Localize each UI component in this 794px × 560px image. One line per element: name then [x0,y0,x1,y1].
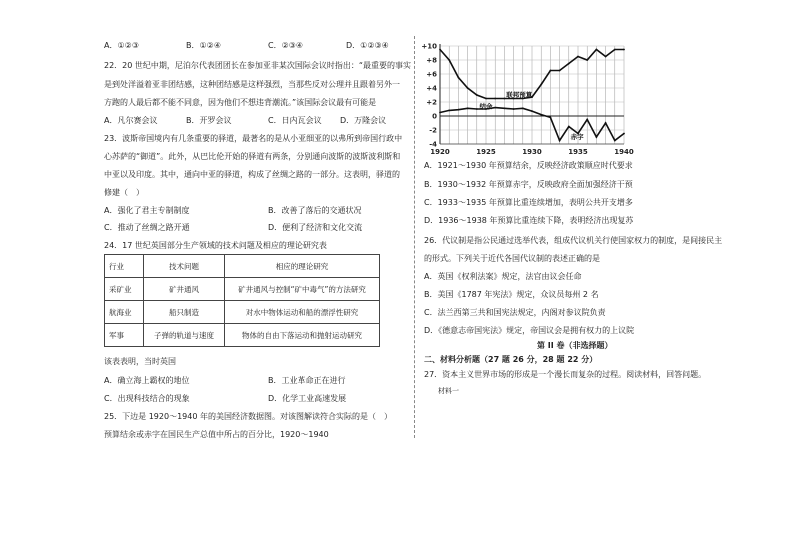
q26-line-1: 26．代议制是指公民通过选举代表，组成代议机关行使国家权力的制度，是间接民主 [424,236,723,245]
x-tick-labels [430,148,634,156]
q26-option-d: D．《德意志帝国宪法》规定，帝国议会是拥有权力的上议院 [424,326,635,335]
data-point [623,133,625,135]
q23-line-4: 修建（ ） [104,188,144,197]
data-point [448,110,450,112]
data-point [485,98,487,100]
q24-option-d: D．化学工业高速发展 [268,394,347,403]
y-tick-label: +8 [426,56,437,65]
data-point [596,49,598,51]
table-cell: 船只制造 [144,301,225,324]
section-2-title: 二、材料分析题（27 题 26 分，28 题 22 分） [424,355,598,364]
q23-option-a: A．强化了君主专制制度 [104,206,190,215]
q21-option-d: D．①②③④ [346,41,389,50]
data-point [577,56,579,58]
table-cell: 军事 [105,324,144,347]
q26-line-2: 的形式。下列关于近代各国代议制的表述正确的是 [424,254,600,263]
data-point [586,119,588,121]
data-point [559,70,561,72]
y-tick-label: +10 [421,42,437,51]
x-tick-label: 1940 [614,148,634,156]
data-point [540,114,542,116]
data-point [605,56,607,58]
y-tick-label: -2 [429,126,437,135]
x-tick-label: 1925 [476,148,496,156]
y-tick-label: 0 [432,112,437,121]
data-point [568,126,570,128]
data-point [476,94,478,96]
q21-option-b: B．①②④ [186,41,222,50]
data-point [568,63,570,65]
q23-line-2: 心苏萨的“御道”。此外，从巴比伦开始的驿道有两条，分别通向波斯的波斯波利斯和 [104,152,401,161]
data-point [513,108,515,110]
budget-chart [418,40,634,158]
data-point [623,49,625,51]
data-point [494,98,496,100]
data-point [559,140,561,142]
data-point [614,140,616,142]
table-row [105,278,380,301]
q24-option-c: C．出现科技结合的现象 [104,394,190,403]
table-cell: 子弹的轨道与速度 [144,324,225,347]
data-point [550,117,552,119]
q22-line-1: 22．20 世纪中期，尼泊尔代表团团长在参加亚非某次国际会议时指出：“最重要的事实 [104,61,412,70]
data-point [458,109,460,111]
y-tick-label: +2 [426,98,437,107]
data-point [467,107,469,109]
data-point [439,112,441,114]
data-point [504,107,506,109]
y-tick-label: -4 [429,140,437,149]
table-cell: 对水中物体运动和船的漂浮性研究 [225,301,380,324]
q25-line-2: 预算结余或赤字在国民生产总值中所占的百分比，1920～1940 [104,430,329,439]
data-point [586,59,588,61]
x-tick-label: 1930 [522,148,542,156]
q25-option-d: D．1936～1938 年预算比重连续下降，表明经济出现复苏 [424,216,634,225]
data-point [476,108,478,110]
q26-option-b: B．美国《1787 年宪法》规定，众议员每州 2 名 [424,290,599,299]
table-cell: 采矿业 [105,278,144,301]
chart-annotation: 联邦预算 [506,91,533,100]
q25-option-b: B．1930～1932 年预算赤字，反映政府全面加强经济干预 [424,180,633,189]
data-point [467,87,469,89]
y-tick-label: +6 [426,70,437,79]
q22-option-a: A．凡尔赛会议 [104,116,158,125]
x-tick-label: 1935 [568,148,588,156]
q24-intro: 24．17 世纪英国部分生产领域的技术问题及相应的理论研究表 [104,241,327,250]
q23-option-c: C．推动了丝绸之路开通 [104,223,190,232]
table-cell: 物体的自由下落运动和抛射运动研究 [225,324,380,347]
material-1-label: 材料一 [438,387,459,395]
q26-option-c: C．法兰西第三共和国宪法规定，内阁对参议院负责 [424,308,606,317]
y-tick-labels [421,43,437,149]
data-point [522,107,524,109]
q23-option-d: D．便利了经济和文化交流 [268,223,363,232]
q22-option-b: B．开罗会议 [186,116,232,125]
q23-line-3: 中亚以及印度。其中，通向中亚的驿道，构成了丝绸之路的一部分。这表明，驿道的 [104,170,400,179]
q24-after: 该表表明，当时英国 [104,357,176,366]
q26-option-a: A．英国《权利法案》规定，法官由议会任命 [424,272,582,281]
q24-option-b: B．工业革命正在进行 [268,376,346,385]
data-point [504,98,506,100]
data-point [550,70,552,72]
table-header-cell: 相应的理论研究 [225,255,380,278]
table-header-cell: 行业 [105,255,144,278]
q22-option-c: C．日内瓦会议 [268,116,322,125]
data-point [494,107,496,109]
tech-table [104,254,380,347]
q21-option-c: C．②③④ [268,41,304,50]
column-divider [414,36,415,438]
table-cell: 矿井通风 [144,278,225,301]
q24-option-a: A．确立海上霸权的地位 [104,376,190,385]
table-header-cell: 技术问题 [144,255,225,278]
table-row [105,301,380,324]
q25-option-c: C．1933～1935 年预算比重连续增加，表明公共开支增多 [424,198,633,207]
data-point [540,84,542,86]
chart-annotation: 赤字 [570,133,584,142]
table-cell: 矿井通风与控制“矿中毒气”的方法研究 [225,278,380,301]
q22-option-d: D．万隆会议 [340,116,387,125]
q23-option-b: B．改善了落后的交通状况 [268,206,362,215]
q27-text: 27．资本主义世界市场的形成是一个漫长而复杂的过程。阅读材料，回答问题。 [424,370,707,379]
volume-2-title: 第 II 卷（非选择题） [537,341,613,350]
q22-line-2: 是到处洋溢着亚非团结感，这种团结感是这样强烈，当那些反对公理并且跟着另外一 [104,80,400,89]
data-point [531,110,533,112]
y-tick-label: +4 [426,84,437,93]
q21-option-a: A．①②③ [104,41,139,50]
data-point [614,49,616,51]
q25-line-1: 25．下边是 1920～1940 年的美国经济数据图。对该图解读符合实际的是（ ） [104,412,392,421]
data-point [439,49,441,51]
chart-annotation: 结余 [479,102,493,111]
data-point [448,59,450,61]
q23-line-1: 23．波斯帝国境内有几条重要的驿道，最著名的是从小亚细亚的以弗所到帝国行政中 [104,134,403,143]
table-row [105,255,380,278]
data-point [605,122,607,124]
table-cell: 航海业 [105,301,144,324]
q22-line-3: 方跑的人最后都不能不同意，因为他们不想违背潮流。”该国际会议最有可能是 [104,98,377,107]
data-point [458,77,460,79]
data-point [596,136,598,138]
x-tick-label: 1920 [430,148,450,156]
table-row [105,324,380,347]
q25-option-a: A．1921～1930 年预算结余，反映经济政策顺应时代要求 [424,161,633,170]
